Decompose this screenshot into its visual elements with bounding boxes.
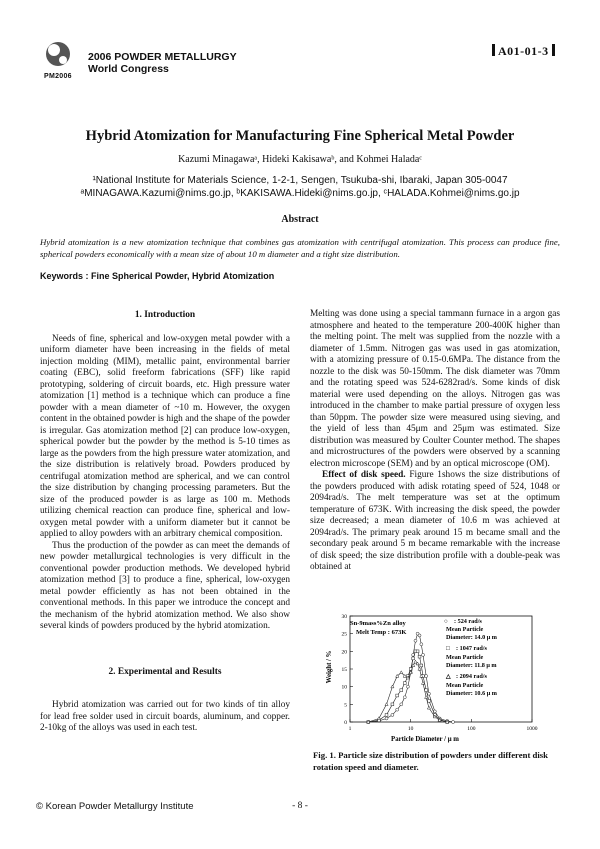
data-point-square [385,714,388,717]
data-point-square [418,655,421,658]
alloy-label: Sn-9mass%Zn alloy [350,620,406,627]
paper-title: Hybrid Atomization for Manufacturing Fine Spherical Metal Powder [85,128,515,144]
section-introduction-heading: 1. Introduction [134,310,196,320]
legend-mean1-1047: Mean Particle [446,654,484,661]
data-point-circle [452,721,455,724]
data-point-circle [406,685,409,688]
data-point-square [403,682,406,685]
disk-speed-lead: Effect of disk speed. [322,470,406,480]
data-point-square [396,694,399,697]
data-point-circle [425,675,428,678]
figure-caption: Fig. 1. Particle size distribution of powders under different disk rotation speed and diameter. [313,750,548,772]
legend-mean2-2094: Diameter: 10.6 μ m [446,690,497,697]
conference-line1: 2006 POWDER METALLURGY [88,51,237,63]
intro-paragraph-1: Needs of fine, spherical and low-oxygen metal powder with a uniform diameter have been increasing in the fields of metal injection molding (MIM), metallic paint, environmental barrier coating (EBC), solid freeform fabrications (SFF) like rapid prototyping, soldering of circuit boards, etc. High pressure water atomization [1] method is a technique which can produce a fine powder with a mean diameter of ~10 m. However, the oxygen content in the obtained powder is high and the shape of the powder is irregular. Gas atomization method [2] can produce low-oxygen, spherical powder but the powder by the method is 5-10 times as large as the powders from the high pressure water atomization, and the size distribution is relatively broad. Powders produced by centrifugal atomization method are spherical, and we can control the size distribution by changing processing parameters. But the size of the produced powder is as large as 100 m. Methods utilizing chemical reaction can produce fine, spherical and low-oxygen metal powder with a uniform diameter but it cannot be applied to alloy powders with an arbitrary chemical composition. [40,333,290,539]
legend-speed-1047: : 1047 rad/s [456,645,487,652]
data-point-square [425,689,428,692]
x-tick-label: 1000 [526,726,538,732]
paper-code [489,44,558,59]
x-tick-label: 1 [348,726,352,732]
legend [444,618,498,697]
affiliation [0,175,600,200]
x-tick-label: 10 [407,726,414,732]
data-point-triangle [427,706,430,709]
disk-speed-paragraph [310,470,560,574]
code-bar-right [552,44,555,56]
legend-speed-2094: : 2094 rad/s [456,673,487,680]
data-point-square [391,703,394,706]
series-line-circle [368,634,453,722]
left-column [40,310,290,735]
keywords: Keywords : Fine Spherical Powder, Hybrid Atomization [40,271,275,281]
chart-curves [367,632,455,723]
footer-copyright: © Korean Powder Metallurgy Institute [36,801,194,812]
intro-paragraph-2: Thus the production of the powder as can meet the demands of new powder metallurgical technologies is very difficult in the conventional powder production methods. We developed hybrid atomization method [3] to produce a fine, spherical, low-oxygen metal powder efficiently as has not been obtained in the conventional methods. In this paper we introduce the concept and the mechanism of the hybrid atomization method. We also show several kinds of powders produced by the hybrid atomization. [40,540,290,631]
page-number: - 8 - [292,801,308,811]
data-point-triangle [414,660,417,663]
data-point-square [400,689,403,692]
experimental-paragraph-1: Hybrid atomization was carried out for two kinds of tin alloy for lead free solder used in circuit boards, aluminum, and copper. 2-10kg of the alloys was used in each test. [40,700,290,733]
data-point-circle [396,708,399,711]
conference-name [88,51,237,75]
x-tick-label: 100 [467,726,476,732]
legend-symbol-1047: □ [446,645,450,652]
legend-mean2-524: Diameter: 14.0 μ m [446,634,497,641]
data-point-square [412,657,415,660]
y-tick-label: 25 [341,631,347,638]
data-point-circle [418,634,421,637]
data-point-square [428,699,431,702]
authors: Kazumi Minagawaᵃ, Hideki Kakisawaᵇ, and Kohmei Haladaᶜ [178,154,422,165]
data-point-triangle [385,703,388,706]
data-point-circle [422,653,425,656]
legend-mean1-2094: Mean Particle [446,682,484,689]
temp-label: Melt Temp : 673K [356,629,407,636]
paper-code-text: A01-01-3 [498,44,549,58]
right-column [310,309,560,574]
y-axis-label: Weight / % [326,650,333,684]
methods-paragraph: Melting was done using a special tammann furnace in a argon gas atmosphere and heated to the temperature 200-400K higher than the melting point. The melt was supplied from the nozzle with a diameter of 1.5mm. Nitrogen gas was used in gas atomization, with a atomizing pressure of 0.15-0.6MPa. The distance from the nozzle to the disk was 50-150mm. The disk diameter was 70mm and the rotating speed was 524-6282rad/s. Some kinds of disk material were used depending on the alloys. Nitrogen gas was introduced in the chamber to make partial pressure of oxygen less than 50ppm. The powder size were measured using sieving, and the yield of less than 45μm and 25μm was estimated. Size distribution was measured by Coulter Counter method. The shapes and microstructures of the powders were observed by a scanning electron microscope (SEM) and by an optical microscope (OM). [310,309,560,469]
abstract-heading: Abstract [281,214,319,225]
x-axis-label: Particle Diameter / μ m [391,736,459,743]
data-point-triangle [377,717,380,720]
legend-symbol-2094: △ [446,673,451,680]
logo-text: PM2006 [44,73,72,80]
y-tick-label: 10 [341,684,347,691]
conference-line2: World Congress [88,63,169,75]
data-point-circle [414,639,417,642]
y-tick-label: 0 [344,720,347,726]
abstract-text: Hybrid atomization is a new atomization technique that combines gas atomization with centrifugal atomization. This process can produce fine, spherical powders economically with a mean size of about 10 m diameter and a tight size distribution. [40,237,560,259]
affiliation-line1: ¹National Institute for Materials Science, 1-2-1, Sengen, Tsukuba-shi, Ibaraki, Japan 305-0047 [92,175,508,186]
data-point-circle [400,703,403,706]
y-tick-label: 30 [341,614,347,620]
data-point-triangle [418,667,421,670]
data-point-circle [420,643,423,646]
data-point-triangle [425,696,428,699]
size-distribution-chart [322,612,552,744]
legend-symbol-524: ○ [444,618,448,625]
pm2006-logo-icon [44,40,74,74]
legend-mean1-524: Mean Particle [446,626,484,633]
legend-speed-524: : 524 rad/s [454,618,482,625]
section-experimental-heading: 2. Experimental and Results [108,666,222,677]
code-bar-left [492,44,495,56]
data-point-circle [391,713,394,716]
affiliation-emails: ᵃMINAGAWA.Kazumi@nims.go.jp, ᵇKAKISAWA.Hideki@nims.go.jp, ᶜHALADA.Kohmei@nims.go.jp [80,187,520,199]
y-tick-label: 20 [341,649,347,656]
disk-speed-text: Figure 1shows the size distributions of the powders produced with adisk rotating speed of 524, 1048 or 2094rad/s. The melt temperature was set at the optimum temperature of 673K. With increasing the disk speed, the powder size decreased; a mean diameter of 10.6 m was achieved at 2094rad/s. The primary peak around 15 m became small and the secondary peak around 5 m became remarkable with the increase of disk speed; the size distribution profile with a double-peak was obtained at [310,470,560,572]
y-tick-label: 5 [344,702,347,709]
data-point-circle [403,696,406,699]
data-point-square [416,650,419,653]
data-point-triangle [391,685,394,688]
data-point-square [420,664,423,667]
data-point-triangle [400,671,403,674]
data-point-circle [385,717,388,720]
legend-mean2-1047: Diameter: 11.8 μ m [446,662,497,669]
data-point-circle [427,692,430,695]
y-tick-label: 15 [341,667,347,673]
